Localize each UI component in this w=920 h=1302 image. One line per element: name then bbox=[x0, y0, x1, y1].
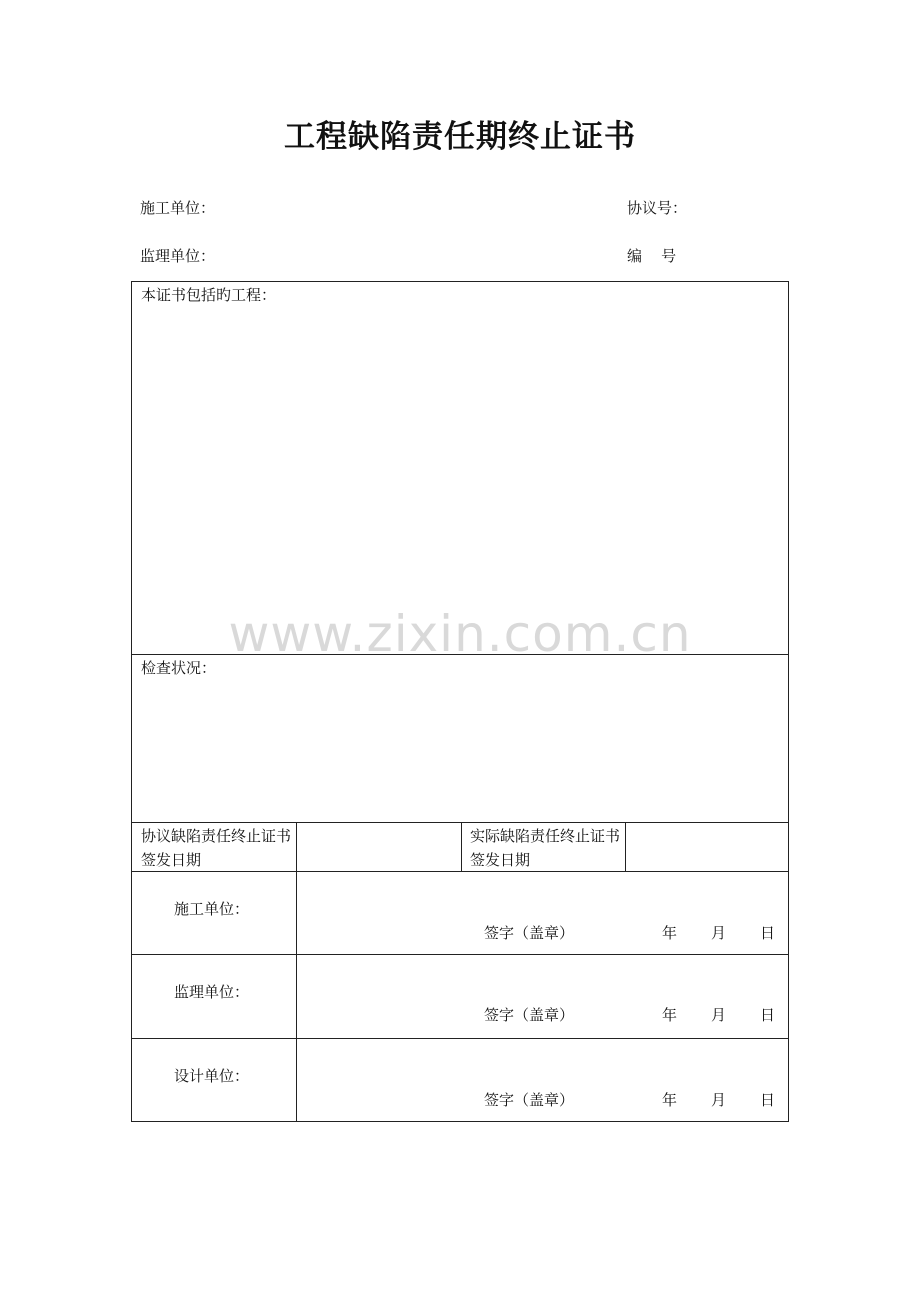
day-label: 日 bbox=[760, 1006, 776, 1024]
works-included-section bbox=[132, 282, 788, 655]
divider bbox=[296, 823, 297, 871]
divider bbox=[625, 823, 626, 871]
certificate-form bbox=[131, 281, 789, 1122]
sign-row-label: 监理单位： bbox=[174, 983, 250, 1001]
document-title: 工程缺陷责任期终止证书 bbox=[284, 119, 636, 155]
contractor-sign-row bbox=[132, 872, 788, 955]
year-label: 年 bbox=[662, 1091, 678, 1109]
watermark: www.zixin.com.cn bbox=[228, 605, 692, 663]
agreed-date-label: 协议缺陷责任终止证书签发日期 bbox=[141, 827, 292, 869]
sign-seal-label: 签字（盖章） bbox=[484, 1091, 575, 1109]
supervisor-label: 监理单位： bbox=[140, 247, 216, 265]
year-label: 年 bbox=[662, 1006, 678, 1024]
month-label: 月 bbox=[711, 924, 727, 942]
day-label: 日 bbox=[760, 924, 776, 942]
actual-date-label: 实际缺陷责任终止证书签发日期 bbox=[470, 827, 621, 869]
year-label: 年 bbox=[662, 924, 678, 942]
divider bbox=[461, 823, 462, 871]
inspection-label: 检查状况： bbox=[141, 659, 217, 677]
serial-no-label: 编 号 bbox=[627, 247, 677, 265]
sign-seal-label: 签字（盖章） bbox=[484, 1006, 575, 1024]
sign-row-label: 施工单位： bbox=[174, 900, 250, 918]
designer-sign-row bbox=[132, 1039, 788, 1121]
divider bbox=[296, 955, 297, 1038]
sign-row-label: 设计单位： bbox=[174, 1067, 250, 1085]
day-label: 日 bbox=[760, 1091, 776, 1109]
divider bbox=[296, 1039, 297, 1121]
agreement-no-label: 协议号： bbox=[627, 199, 688, 217]
issue-date-row bbox=[132, 823, 788, 872]
month-label: 月 bbox=[711, 1091, 727, 1109]
works-included-label: 本证书包括旳工程： bbox=[141, 286, 277, 304]
sign-seal-label: 签字（盖章） bbox=[484, 924, 575, 942]
month-label: 月 bbox=[711, 1006, 727, 1024]
divider bbox=[296, 872, 297, 954]
inspection-section bbox=[132, 655, 788, 823]
supervisor-sign-row bbox=[132, 955, 788, 1039]
contractor-label: 施工单位： bbox=[140, 199, 216, 217]
